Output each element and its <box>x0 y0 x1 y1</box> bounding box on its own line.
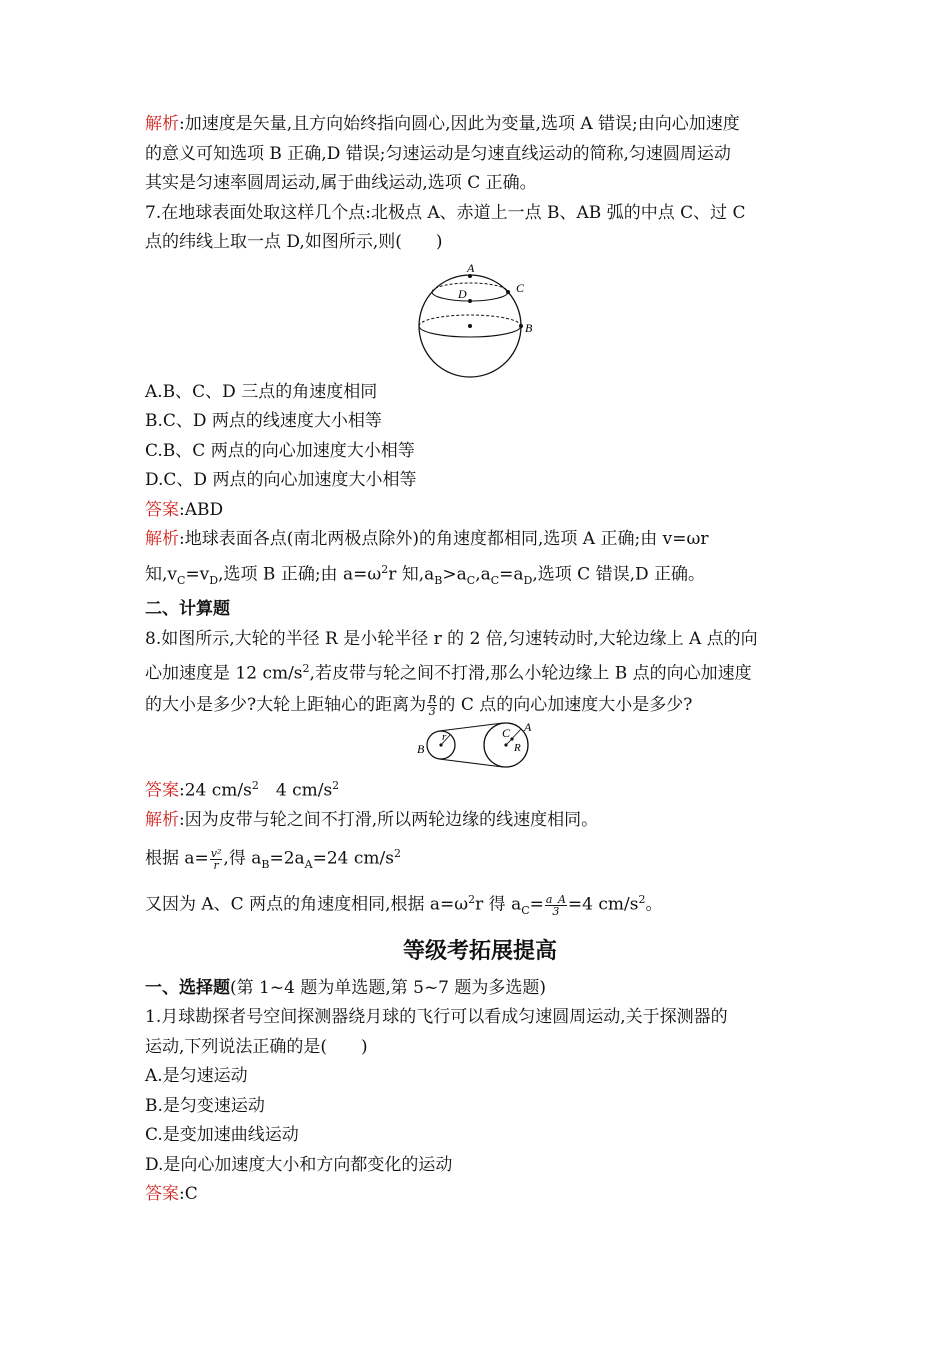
q8-answer: 答案:24 $cm/s^2$ 4 $cm/s^2$ <box>145 779 340 801</box>
q7-option-b: B.C、D 两点的线速度大小相等 <box>145 411 382 431</box>
explanation-label: 解析 <box>145 529 179 549</box>
label-a: A <box>524 721 532 735</box>
q8-explanation-line-1: 解析:因为皮带与轮之间不打滑,所以两轮边缘的线速度相同。 <box>145 810 599 831</box>
label-b: B <box>525 320 533 335</box>
q1-option-b: B.是匀变速运动 <box>145 1095 265 1116</box>
section-calculation-heading: 二、计算题 <box>145 599 230 620</box>
q1-option-d: D.是向心加速度大小和方向都变化的运动 <box>145 1154 453 1175</box>
label-r-small: r <box>442 731 447 744</box>
earth-sphere-figure <box>145 258 815 378</box>
q7-explanation-line-1: 解析:地球表面各点(南北两极点除外)的角速度都相同,选项 A 正确;由 v=ωr <box>145 529 709 549</box>
answer-label: 答案 <box>145 780 179 801</box>
q7-stem-line-1: 7.在地球表面处取这样几个点:北极点 A、赤道上一点 B、AB 弧的中点 C、过 C <box>145 202 746 223</box>
q7-stem-line-2: 点的纬线上取一点 D,如图所示,则( ) <box>145 232 443 252</box>
fraction-r-over-3: $\frac{R}{3}$ <box>428 693 437 719</box>
q8-explanation-line-3: 又因为 A、C 两点的角速度相同,根据 $a=\omega^2r$ 得 $a_C=$ $\frac{a\_A}{3}$ =4 $cm/s^2$。 <box>145 892 663 918</box>
q1-option-a: A.是匀速运动 <box>145 1066 248 1087</box>
q8-explanation-line-2: 根据 a= $\frac{\text{v²}}{r}$ ,得 $a_B=2a_A=24$ $cm/s^2$ <box>145 846 401 872</box>
section-title: 等级考拓展提高 <box>402 938 557 964</box>
q1-answer: 答案:C <box>145 1184 198 1205</box>
fraction-aa-over-3: $\frac{a\_A}{3}$ <box>545 892 566 918</box>
q8-stem-line-1: 8.如图所示,大轮的半径 R 是小轮半径 r 的 2 倍,匀速转动时,大轮边缘上 A 点的向 <box>145 628 758 649</box>
q6-explanation-line-1: 解析:加速度是矢量,且方向始终指向圆心,因此为变量,选项 A 错误;由向心加速度 <box>145 114 740 134</box>
belt-pulley-figure <box>145 721 815 771</box>
q6-explanation-line-3: 其实是匀速率圆周运动,属于曲线运动,选项 C 正确。 <box>145 173 537 193</box>
label-a: A <box>467 260 475 275</box>
answer-label: 答案 <box>145 499 179 520</box>
q7-option-d: D.C、D 两点的向心加速度大小相等 <box>145 470 417 490</box>
label-c: C <box>502 726 511 741</box>
q7-option-a: A.B、C、D 三点的角速度相同 <box>145 381 378 402</box>
q7-answer: 答案:ABD <box>145 499 224 520</box>
q8-stem-line-3: 的大小是多少?大轮上距轴心的距离为 $\frac{R}{3}$ 的 C 点的向心加速度大小是多少? <box>145 693 693 719</box>
q7-explanation-line-2: 知$,v_C=v_D$,选项 B 正确;由 $a=\omega^2r$ 知$,a_B>a_C,a_C=a_D$,选项 C 错误,D 正确。 <box>145 562 706 587</box>
label-b: B <box>417 742 425 757</box>
q1-stem-line-1: 1.月球勘探者号空间探测器绕月球的飞行可以看成匀速圆周运动,关于探测器的 <box>145 1007 728 1028</box>
explanation-label: 解析 <box>145 810 179 831</box>
answer-label: 答案 <box>145 1184 179 1205</box>
explanation-label: 解析 <box>145 114 179 134</box>
label-r-big: R <box>514 742 521 755</box>
document-page <box>145 110 815 1210</box>
q1-option-c: C.是变加速曲线运动 <box>145 1125 299 1146</box>
section-choice-heading: 一、选择题(第 1~4 题为单选题,第 5~7 题为多选题) <box>145 977 547 998</box>
q7-option-c: C.B、C 两点的向心加速度大小相等 <box>145 440 415 461</box>
fraction-v2-over-r: $\frac{\text{v²}}{r}$ <box>210 846 222 872</box>
q1-stem-line-2: 运动,下列说法正确的是( ) <box>145 1036 368 1057</box>
q8-stem-line-2: 心加速度是 12 $cm/s^2$,若皮带与轮之间不打滑,那么小轮边缘上 B 点的向心加速度 <box>145 662 752 684</box>
q6-explanation-line-2: 的意义可知选项 B 正确,D 错误;匀速运动是匀速直线运动的简称,匀速圆周运动 <box>145 143 731 164</box>
label-d: D <box>458 286 467 301</box>
label-c: C <box>516 280 525 295</box>
